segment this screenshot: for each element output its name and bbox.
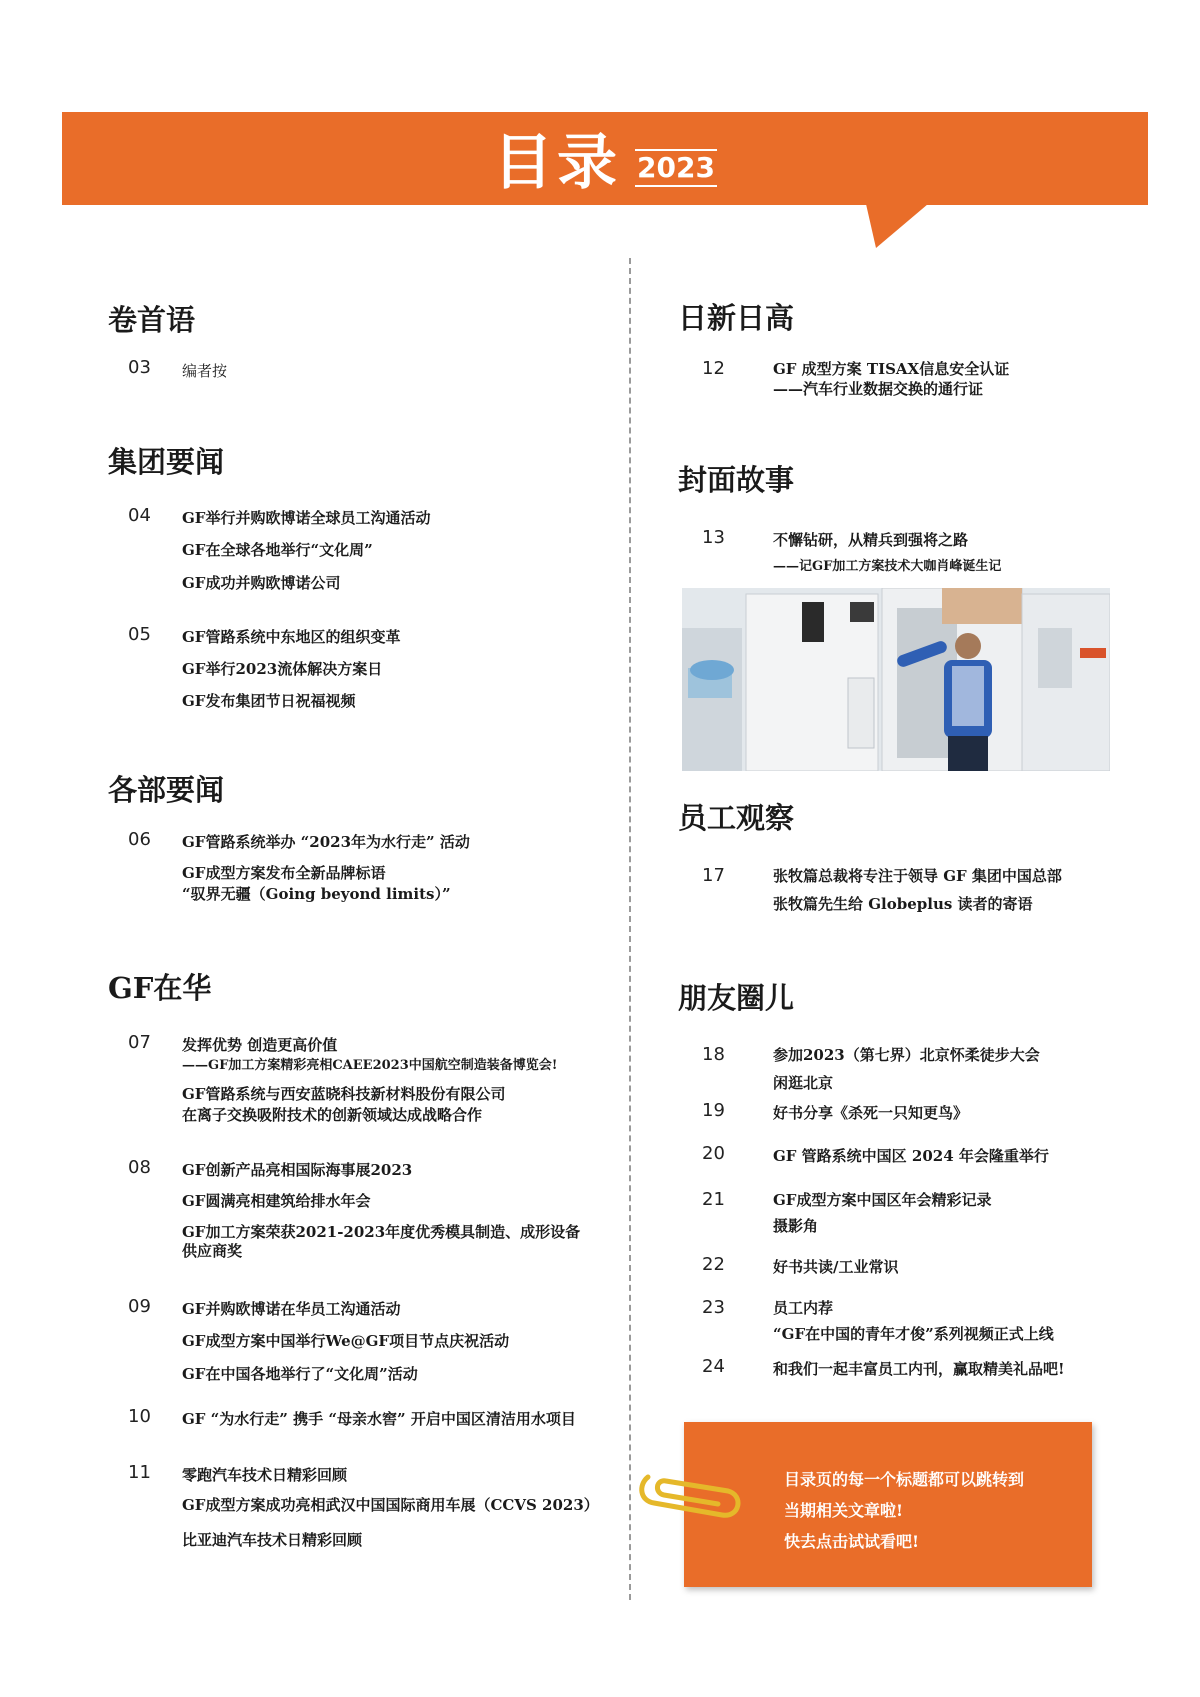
toc-item[interactable]: GF管路系统与西安蓝晓科技新材料股份有限公司 xyxy=(182,1085,506,1103)
page-number: 23 xyxy=(702,1297,725,1318)
page-number: 21 xyxy=(702,1189,725,1210)
toc-item[interactable]: 发挥优势 创造更高价值 xyxy=(182,1036,338,1054)
toc-item[interactable]: GF 管路系统中国区 2024 年会隆重举行 xyxy=(773,1147,1049,1165)
toc-item-continued[interactable]: 在离子交换吸附技术的创新领域达成战略合作 xyxy=(182,1106,483,1124)
toc-item[interactable]: GF发布集团节日祝福视频 xyxy=(182,692,356,710)
page-number: 12 xyxy=(702,358,725,379)
toc-item-subtitle[interactable]: ——汽车行业数据交换的通行证 xyxy=(773,380,984,398)
toc-item[interactable]: 参加2023（第七界）北京怀柔徒步大会 xyxy=(773,1046,1040,1064)
toc-item[interactable]: GF成功并购欧博诺公司 xyxy=(182,574,341,592)
paperclip-icon xyxy=(636,1455,746,1531)
toc-item[interactable]: 零跑汽车技术日精彩回顾 xyxy=(182,1466,348,1484)
callout-text xyxy=(784,1464,1024,1557)
section-title-innovation: 日新日高 xyxy=(678,301,795,335)
section-title-group-news: 集团要闻 xyxy=(108,445,225,479)
toc-item-continued[interactable]: 摄影角 xyxy=(773,1217,819,1235)
section-title-employee-view: 员工观察 xyxy=(678,801,795,835)
section-title-preface: 卷首语 xyxy=(108,303,196,337)
page-year: 2023 xyxy=(635,149,717,187)
toc-item[interactable]: GF圆满亮相建筑给排水年会 xyxy=(182,1192,371,1210)
toc-item[interactable]: 好书共读/工业常识 xyxy=(773,1258,899,1276)
section-title-friends-circle: 朋友圈儿 xyxy=(678,981,795,1015)
toc-item[interactable]: GF成型方案中国举行We@GF项目节点庆祝活动 xyxy=(182,1332,510,1350)
page-number: 04 xyxy=(128,505,151,526)
page-number: 09 xyxy=(128,1296,151,1317)
toc-item[interactable]: GF管路系统举办 “2023年为水行走” 活动 xyxy=(182,833,470,851)
toc-item[interactable]: GF成型方案发布全新品牌标语 xyxy=(182,864,386,882)
toc-item[interactable]: 比亚迪汽车技术日精彩回顾 xyxy=(182,1531,363,1549)
toc-item[interactable]: GF在中国各地举行了“文化周”活动 xyxy=(182,1365,418,1383)
cover-photo[interactable] xyxy=(682,588,1110,771)
toc-item[interactable]: GF在全球各地举行“文化周” xyxy=(182,541,373,559)
page-number: 20 xyxy=(702,1143,725,1164)
toc-item[interactable]: GF “为水行走” 携手 “母亲水窖” 开启中国区清洁用水项目 xyxy=(182,1410,576,1428)
toc-item[interactable]: GF成型方案成功亮相武汉中国国际商用车展（CCVS 2023） xyxy=(182,1496,599,1514)
toc-item[interactable]: 不懈钻研，从精兵到强将之路 xyxy=(773,531,969,549)
toc-item[interactable]: 员工内荐 xyxy=(773,1299,834,1317)
column-divider xyxy=(629,258,631,1600)
toc-item-continued[interactable]: 供应商奖 xyxy=(182,1242,243,1260)
toc-item[interactable]: GF举行并购欧博诺全球员工沟通活动 xyxy=(182,509,431,527)
page-number: 11 xyxy=(128,1462,151,1483)
header-banner xyxy=(62,112,1148,205)
section-title-department-news: 各部要闻 xyxy=(108,773,225,807)
toc-item[interactable]: 和我们一起丰富员工内刊，赢取精美礼品吧! xyxy=(773,1360,1065,1378)
page-number: 13 xyxy=(702,527,725,548)
page-number: 08 xyxy=(128,1157,151,1178)
toc-item-continued[interactable]: 闲逛北京 xyxy=(773,1074,834,1092)
callout-line: 快去点击试试看吧! xyxy=(784,1532,920,1551)
toc-item[interactable]: GF加工方案荣获2021-2023年度优秀模具制造、成形设备 xyxy=(182,1223,581,1241)
page-number: 07 xyxy=(128,1032,151,1053)
page-title: 目录 xyxy=(493,128,622,198)
toc-item[interactable]: GF管路系统中东地区的组织变革 xyxy=(182,628,401,646)
cover-photo-illustration xyxy=(682,588,1110,771)
page-number: 19 xyxy=(702,1100,725,1121)
toc-item[interactable]: 编者按 xyxy=(182,362,228,380)
page-number: 17 xyxy=(702,865,725,886)
page-number: 24 xyxy=(702,1356,725,1377)
toc-item[interactable]: 张牧篇总裁将专注于领导 GF 集团中国总部 xyxy=(773,867,1062,885)
toc-item[interactable]: 好书分享《杀死一只知更鸟》 xyxy=(773,1104,969,1122)
page-number: 10 xyxy=(128,1406,151,1427)
toc-item[interactable]: GF成型方案中国区年会精彩记录 xyxy=(773,1191,992,1209)
callout-line: 当期相关文章啦! xyxy=(784,1501,904,1520)
toc-item[interactable]: 张牧篇先生给 Globeplus 读者的寄语 xyxy=(773,895,1033,913)
toc-item[interactable]: GF创新产品亮相国际海事展2023 xyxy=(182,1161,413,1179)
page-number: 03 xyxy=(128,357,151,378)
page-number: 18 xyxy=(702,1044,725,1065)
toc-item-continued[interactable]: “驭界无疆（Going beyond limits）” xyxy=(182,885,451,903)
toc-item[interactable]: GF并购欧博诺在华员工沟通活动 xyxy=(182,1300,401,1318)
toc-item-subtitle[interactable]: ——记GF加工方案技术大咖肖峰诞生记 xyxy=(773,559,1002,574)
toc-item[interactable]: GF举行2023流体解决方案日 xyxy=(182,660,383,678)
section-title-cover-story: 封面故事 xyxy=(678,463,795,497)
toc-item-continued[interactable]: “GF在中国的青年才俊”系列视频正式上线 xyxy=(773,1325,1054,1343)
toc-item-subtitle[interactable]: ——GF加工方案精彩亮相CAEE2023中国航空制造装备博览会! xyxy=(182,1058,558,1073)
page-number: 22 xyxy=(702,1254,725,1275)
page-number: 05 xyxy=(128,624,151,645)
page-number: 06 xyxy=(128,829,151,850)
callout-line: 目录页的每一个标题都可以跳转到 xyxy=(784,1470,1025,1489)
toc-item[interactable]: GF 成型方案 TISAX信息安全认证 xyxy=(773,360,1010,378)
section-title-gf-in-china: GF在华 xyxy=(108,971,212,1005)
banner-speech-tail xyxy=(866,204,928,248)
